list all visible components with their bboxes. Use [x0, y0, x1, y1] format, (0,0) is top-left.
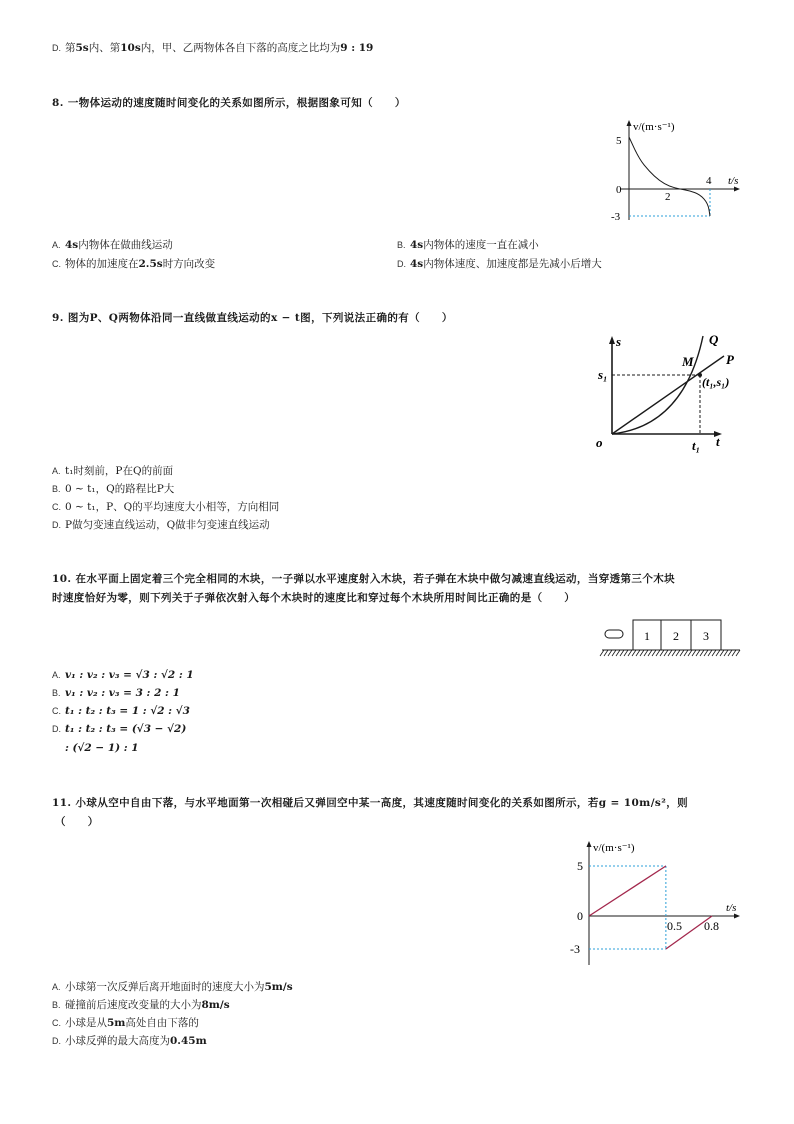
q8-option-a[interactable]: A. 4s内物体在做曲线运动	[52, 239, 173, 251]
bullet-icon	[605, 630, 623, 638]
hatch-mark	[736, 650, 740, 656]
v-axis-label: v/(m·s⁻¹)	[633, 121, 675, 133]
s-axis-arrow	[609, 336, 615, 344]
hatch-mark	[620, 650, 624, 656]
series-fall	[589, 866, 666, 916]
q10-option-d-continued: : (√2 − 1) : 1	[65, 742, 139, 754]
q7-option-d: D. 第5s内、第10s内，甲、乙两物体各自下落的高度之比均为9 : 19	[52, 42, 374, 54]
q9-option-b[interactable]: B. 0 ∼ t₁，Q的路程比P大	[52, 483, 175, 495]
option-label: B.	[52, 688, 61, 698]
m-label: M	[682, 354, 694, 369]
q8-vt-graph	[600, 112, 750, 227]
hatch-mark	[644, 650, 648, 656]
q8-option-c[interactable]: C. 物体的加速度在2.5s时方向改变	[52, 258, 216, 270]
q10-option-d[interactable]: D. t₁ : t₂ : t₃ = (√3 − √2)	[52, 723, 187, 735]
hatch-mark	[732, 650, 736, 656]
hatch-mark	[656, 650, 660, 656]
hatch-mark	[688, 650, 692, 656]
q9-option-c[interactable]: C. 0 ∼ t₁，P、Q的平均速度大小相等，方向相同	[52, 501, 280, 513]
q9-st-graph	[592, 330, 752, 454]
tick-0: 0	[616, 184, 622, 196]
option-label: D.	[52, 1036, 61, 1046]
point-coord: (t₁,s₁)	[702, 375, 730, 389]
option-label: C.	[52, 502, 61, 512]
hatch-mark	[708, 650, 712, 656]
tick-08: 0.8	[704, 919, 719, 933]
option-label: C.	[52, 706, 61, 716]
q10-option-c[interactable]: C. t₁ : t₂ : t₃ = 1 : √2 : √3	[52, 705, 190, 717]
t-axis-arrow	[734, 914, 740, 919]
option-label: D.	[52, 520, 61, 530]
hatch-mark	[600, 650, 604, 656]
q10-stem-line2: 时速度恰好为零，则下列关于子弹依次射入每个木块时的速度比和穿过每个木块所用时间比正确的是（ ）	[52, 592, 576, 604]
dotted-guides	[589, 866, 666, 949]
option-label: B.	[397, 240, 406, 250]
q9-stem: 9. 图为P、Q两物体沿同一直线做直线运动的x − t图，下列说法正确的有（ ）	[52, 312, 453, 324]
hatch-mark	[628, 650, 632, 656]
q8-option-d[interactable]: D. 4s内物体速度、加速度都是先减小后增大	[397, 258, 602, 270]
hatch-mark	[660, 650, 664, 656]
option-label: B.	[52, 1000, 61, 1010]
hatch-mark	[668, 650, 672, 656]
velocity-curve	[629, 137, 710, 216]
t-axis-arrow	[734, 187, 740, 192]
t1-label: t₁	[692, 438, 701, 453]
hatch-mark	[728, 650, 732, 656]
hatch-mark	[648, 650, 652, 656]
tick-05: 0.5	[667, 919, 682, 933]
hatch-mark	[664, 650, 668, 656]
q11-option-c[interactable]: C. 小球是从5m高处自由下落的	[52, 1017, 199, 1029]
option-label: A.	[52, 982, 61, 992]
s-axis-label: s	[616, 334, 622, 349]
hatch-mark	[672, 650, 676, 656]
block-1-label: 1	[644, 629, 650, 643]
option-label: D.	[52, 43, 61, 53]
hatch-mark	[616, 650, 620, 656]
tick-5: 5	[577, 859, 583, 873]
block-2-label: 2	[673, 629, 679, 643]
q11-stem-line2: （ ）	[55, 816, 99, 828]
option-label: D.	[397, 259, 406, 269]
option-label: C.	[52, 259, 61, 269]
hatch-mark	[680, 650, 684, 656]
hatch-mark	[652, 650, 656, 656]
q8-stem: 8. 一物体运动的速度随时间变化的关系如图所示，根据图象可知（ ）	[52, 97, 406, 109]
hatch-mark	[724, 650, 728, 656]
q11-option-d[interactable]: D. 小球反弹的最大高度为0.45m	[52, 1035, 207, 1047]
q10-blocks-figure	[598, 612, 746, 662]
t-axis-label: t/s	[728, 175, 739, 187]
hatch-mark	[716, 650, 720, 656]
t-axis-label: t/s	[726, 902, 737, 914]
tick-5: 5	[616, 135, 622, 147]
tick-neg3: -3	[611, 211, 621, 223]
origin-label: o	[596, 435, 603, 450]
hatch-mark	[636, 650, 640, 656]
option-label: D.	[52, 724, 61, 734]
hatch-mark	[676, 650, 680, 656]
ground-hatching	[600, 650, 740, 656]
hatch-mark	[684, 650, 688, 656]
option-label: C.	[52, 1018, 61, 1028]
q10-option-a[interactable]: A. v₁ : v₂ : v₃ = √3 : √2 : 1	[52, 669, 194, 681]
q11-option-b[interactable]: B. 碰撞前后速度改变量的大小为8m/s	[52, 999, 230, 1011]
v-axis-arrow	[587, 841, 592, 847]
tick-neg3: -3	[570, 942, 580, 956]
option-label: A.	[52, 466, 61, 476]
hatch-mark	[640, 650, 644, 656]
block-3-label: 3	[703, 629, 709, 643]
option-label: A.	[52, 670, 61, 680]
tick-2: 2	[665, 191, 671, 203]
velocity-lines	[589, 866, 712, 949]
hatch-mark	[604, 650, 608, 656]
hatch-mark	[632, 650, 636, 656]
hatch-mark	[696, 650, 700, 656]
q10-stem-line1: 10. 在水平面上固定着三个完全相同的木块，一子弹以水平速度射入木块，若子弹在木块中做匀减速直线运动，当穿透第三个木块	[52, 573, 676, 585]
tick-0: 0	[577, 909, 583, 923]
q10-option-b[interactable]: B. v₁ : v₂ : v₃ = 3 : 2 : 1	[52, 687, 180, 699]
q9-option-a[interactable]: A. t₁时刻前，P在Q的前面	[52, 465, 174, 477]
hatch-mark	[624, 650, 628, 656]
q11-option-a[interactable]: A. 小球第一次反弹后离开地面时的速度大小为5m/s	[52, 981, 293, 993]
hatch-mark	[692, 650, 696, 656]
curve-q	[612, 336, 703, 434]
v-axis-label: v/(m·s⁻¹)	[593, 842, 635, 854]
hatch-mark	[612, 650, 616, 656]
option-label: A.	[52, 240, 61, 250]
v-axis-arrow	[627, 120, 632, 126]
p-label: P	[726, 352, 734, 367]
q-label: Q	[709, 332, 719, 347]
t-axis-label: t	[716, 434, 720, 449]
q11-vt-graph	[560, 835, 750, 970]
line-p	[612, 356, 724, 434]
hatch-mark	[700, 650, 704, 656]
q8-option-b[interactable]: B. 4s内物体的速度一直在减小	[397, 239, 539, 251]
option-label: B.	[52, 484, 61, 494]
hatch-mark	[720, 650, 724, 656]
tick-4: 4	[706, 175, 712, 187]
s1-label: s₁	[598, 367, 608, 382]
q9-option-d[interactable]: D. P做匀变速直线运动，Q做非匀变速直线运动	[52, 519, 270, 531]
hatch-mark	[712, 650, 716, 656]
hatch-mark	[608, 650, 612, 656]
hatch-mark	[704, 650, 708, 656]
q11-stem-line1: 11. 小球从空中自由下落，与水平地面第一次相碰后又弹回空中某一高度，其速度随时间变化的关系如图所示，若g = 10m/s²，则	[52, 797, 689, 809]
